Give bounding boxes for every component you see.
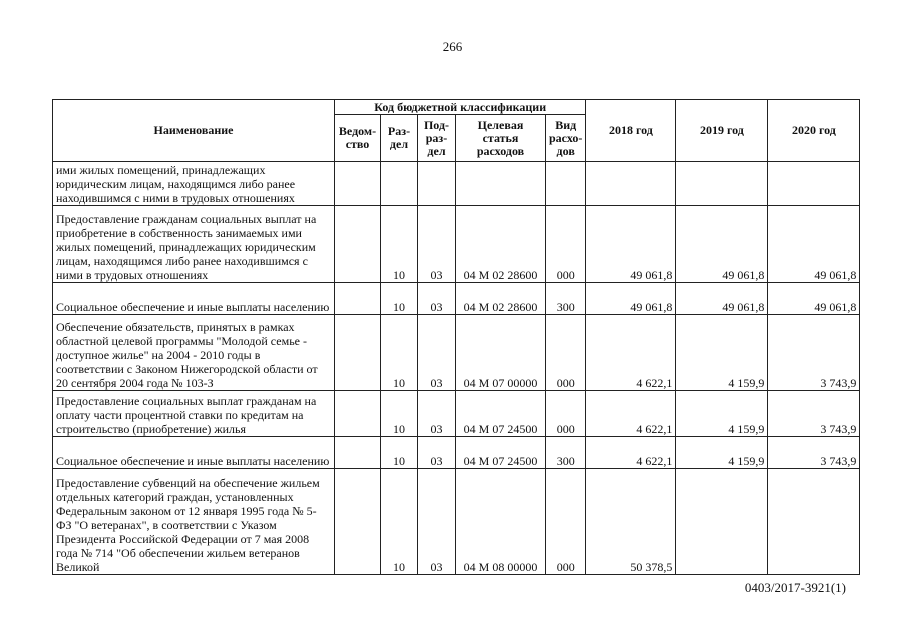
- table-row: [53, 206, 860, 283]
- row-podrazdel: 03: [418, 206, 456, 283]
- row-target-article: 04 М 07 00000: [456, 315, 546, 391]
- row-name: Предоставление субвенций на обеспечение жильем отдельных категорий граждан, установленных Федеральным законом от 12 января 1995 года № 5-ФЗ "О ветеранах", в соответствии с Указом Президента Российской Федерации от 7 мая 2008 года № 714 "Об обеспечении жильем ветеранов Великой: [53, 469, 335, 575]
- row-expense-type: 300: [546, 437, 586, 469]
- row-2018: 50 378,5: [586, 469, 676, 575]
- table-row: [53, 315, 860, 391]
- row-name: Социальное обеспечение и иные выплаты населению: [53, 283, 335, 315]
- header-podrazdel: Под-раз-дел: [418, 115, 456, 162]
- row-name: Обеспечение обязательств, принятых в рамках областной целевой программы "Молодой семье - доступное жилье" на 2004 - 2010 годы в соответствии с Законом Нижегородской области от 20 сентября 2004 года № 103-З: [53, 315, 335, 391]
- table-row: [53, 283, 860, 315]
- row-2020: 3 743,9: [768, 437, 860, 469]
- header-expense-type: Вид расхо-дов: [546, 115, 586, 162]
- table-body: [53, 162, 860, 575]
- row-2020: 49 061,8: [768, 283, 860, 315]
- row-2019: 4 159,9: [676, 315, 768, 391]
- row-podrazdel: 03: [418, 437, 456, 469]
- row-2019: 49 061,8: [676, 206, 768, 283]
- header-target-article: Целевая статья расходов: [456, 115, 546, 162]
- row-2019: 4 159,9: [676, 437, 768, 469]
- header-2019: 2019 год: [676, 100, 768, 162]
- row-name: Социальное обеспечение и иные выплаты населению: [53, 437, 335, 469]
- row-2019: [676, 162, 768, 206]
- row-razdel: [381, 162, 418, 206]
- row-name: ими жилых помещений, принадлежащих юридическим лицам, находящимся либо ранее находившимся с ними в трудовых отношениях: [53, 162, 335, 206]
- row-razdel: 10: [381, 469, 418, 575]
- header-name: Наименование: [53, 100, 335, 162]
- row-2018: 49 061,8: [586, 283, 676, 315]
- row-vedomstvo: [335, 283, 381, 315]
- page-number: 266: [442, 39, 463, 54]
- row-expense-type: 000: [546, 469, 586, 575]
- row-vedomstvo: [335, 206, 381, 283]
- row-target-article: [456, 162, 546, 206]
- row-target-article: 04 М 07 24500: [456, 391, 546, 437]
- row-2020: [768, 162, 860, 206]
- row-target-article: 04 М 02 28600: [456, 283, 546, 315]
- header-razdel: Раз-дел: [381, 115, 418, 162]
- row-2019: 4 159,9: [676, 391, 768, 437]
- row-2019: 49 061,8: [676, 283, 768, 315]
- header-vedomstvo: Ведом-ство: [335, 115, 381, 162]
- row-target-article: 04 М 08 00000: [456, 469, 546, 575]
- row-2020: 3 743,9: [768, 315, 860, 391]
- row-target-article: 04 М 07 24500: [456, 437, 546, 469]
- row-razdel: 10: [381, 437, 418, 469]
- row-vedomstvo: [335, 315, 381, 391]
- row-expense-type: [546, 162, 586, 206]
- row-vedomstvo: [335, 469, 381, 575]
- row-vedomstvo: [335, 162, 381, 206]
- row-podrazdel: 03: [418, 315, 456, 391]
- row-name: Предоставление социальных выплат гражданам на оплату части процентной ставки по кредитам на строительство (приобретение) жилья: [53, 391, 335, 437]
- row-razdel: 10: [381, 391, 418, 437]
- budget-table: [52, 99, 860, 575]
- row-podrazdel: 03: [418, 469, 456, 575]
- header-2020: 2020 год: [768, 100, 860, 162]
- header-budget-classification: Код бюджетной классификации: [335, 100, 586, 115]
- table-row: [53, 391, 860, 437]
- row-target-article: 04 М 02 28600: [456, 206, 546, 283]
- row-vedomstvo: [335, 391, 381, 437]
- row-podrazdel: 03: [418, 391, 456, 437]
- row-2018: 4 622,1: [586, 315, 676, 391]
- row-razdel: 10: [381, 315, 418, 391]
- header-2018: 2018 год: [586, 100, 676, 162]
- row-podrazdel: 03: [418, 283, 456, 315]
- table-row: [53, 469, 860, 575]
- row-expense-type: 000: [546, 206, 586, 283]
- document-code: 0403/2017-3921(1): [744, 580, 846, 595]
- row-2020: 49 061,8: [768, 206, 860, 283]
- row-2018: 49 061,8: [586, 206, 676, 283]
- row-expense-type: 000: [546, 391, 586, 437]
- table-row: [53, 437, 860, 469]
- row-vedomstvo: [335, 437, 381, 469]
- row-2018: 4 622,1: [586, 391, 676, 437]
- row-expense-type: 300: [546, 283, 586, 315]
- row-2020: 3 743,9: [768, 391, 860, 437]
- row-razdel: 10: [381, 206, 418, 283]
- row-name: Предоставление гражданам социальных выплат на приобретение в собственность занимаемых ими жилых помещений, принадлежащих юридическим лицам, находящимся либо ранее находившимся с ними в трудовых отношениях: [53, 206, 335, 283]
- row-2018: [586, 162, 676, 206]
- row-2019: [676, 469, 768, 575]
- row-2020: [768, 469, 860, 575]
- row-podrazdel: [418, 162, 456, 206]
- row-2018: 4 622,1: [586, 437, 676, 469]
- row-razdel: 10: [381, 283, 418, 315]
- row-expense-type: 000: [546, 315, 586, 391]
- table-row: [53, 162, 860, 206]
